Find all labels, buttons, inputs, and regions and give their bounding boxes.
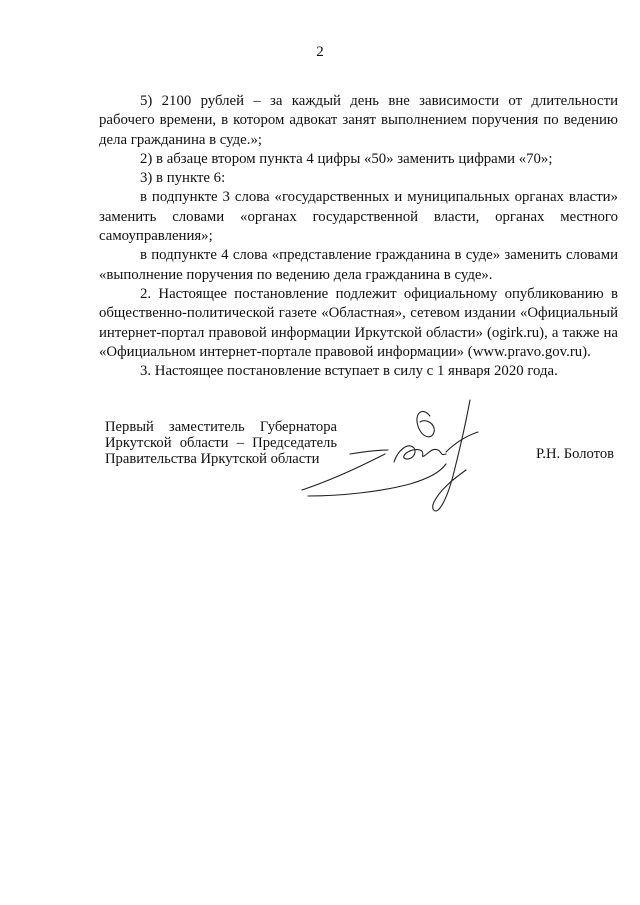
paragraph-rate-2100: 5) 2100 рублей – за каждый день вне зависимости от длительности рабочего времени, в котором адвокат занят выполнением поручения по ведению дела гражданина в суде.»;	[99, 93, 618, 148]
paragraph-publication: 2. Настоящее постановление подлежит официальному опубликованию в общественно-политической газете «Областная», сетевом издании «Официальный интернет-портал правовой информации Иркутской области» (ogirk.ru), а также на «Официальном интернет-портале правовой информации» (www.pravo.gov.ru).	[99, 285, 618, 360]
handwritten-signature	[290, 392, 500, 522]
paragraph-subpoint-4: в подпункте 4 слова «представление гражданина в суде» заменить словами «выполнение поручения по ведению дела гражданина в суде».	[99, 247, 618, 283]
signatory-position-line-2: Иркутской области – Председатель	[105, 435, 337, 451]
paragraph-subpoint-3: в подпункте 3 слова «государственных и муниципальных органах власти» заменить словами «органах государственной власти, органах местного самоуправления»;	[99, 189, 618, 245]
document-body	[99, 92, 618, 381]
signatory-position-line-3: Правительства Иркутской области	[105, 451, 320, 467]
page-number: 2	[316, 44, 324, 60]
paragraph-point-4-amendment: 2) в абзаце втором пункта 4 цифры «50» заменить цифрами «70»;	[140, 150, 553, 167]
signer-name: Р.Н. Болотов	[536, 446, 615, 462]
paragraph-point-6-heading: 3) в пункте 6:	[140, 170, 226, 187]
signatory-position-line-1: Первый заместитель Губернатора	[105, 419, 337, 435]
paragraph-effective-date: 3. Настоящее постановление вступает в силу с 1 января 2020 года.	[140, 363, 558, 380]
